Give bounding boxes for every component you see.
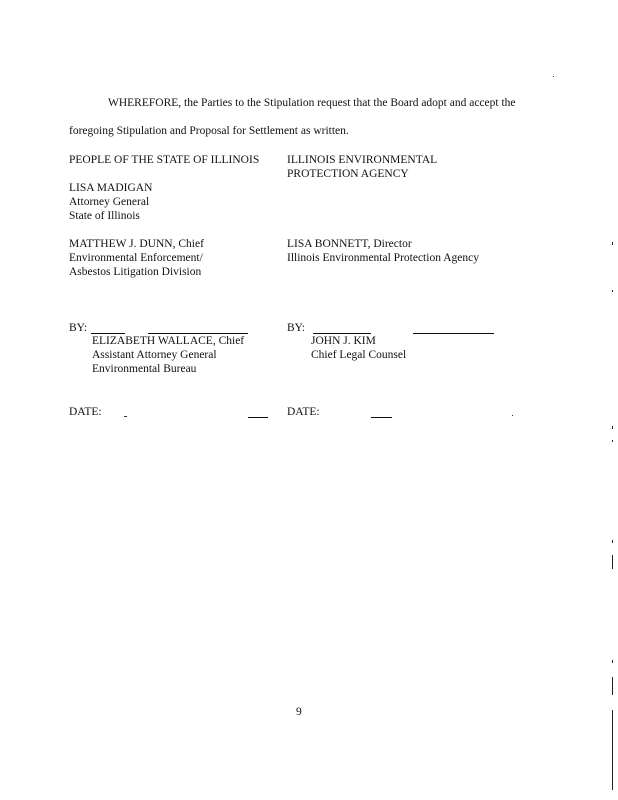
- left-official-title: Attorney General: [69, 196, 150, 208]
- page-number: 9: [296, 706, 302, 718]
- left-signer-bureau: Environmental Bureau: [92, 363, 197, 375]
- left-signer-title: Assistant Attorney General: [92, 349, 217, 361]
- right-director-org: Illinois Environmental Protection Agency: [287, 252, 479, 264]
- right-director-name: LISA BONNETT, Director: [287, 238, 412, 250]
- right-signature-line-b: [413, 333, 494, 334]
- left-by-label: BY:: [69, 322, 88, 334]
- margin-mark: [612, 426, 613, 429]
- left-date-mark: [124, 416, 127, 417]
- margin-mark: [612, 290, 613, 292]
- margin-mark: [612, 660, 613, 663]
- scan-speck: [512, 415, 513, 416]
- body-text-line-1: WHEREFORE, the Parties to the Stipulation request that the Board adopt and accept the: [108, 97, 516, 109]
- right-signer-name: JOHN J. KIM: [311, 335, 376, 347]
- scan-speck: [553, 76, 554, 77]
- margin-mark: [612, 440, 613, 442]
- left-chief-name: MATTHEW J. DUNN, Chief: [69, 238, 204, 250]
- left-signer-name: ELIZABETH WALLACE, Chief: [92, 335, 245, 347]
- right-date-line: [371, 417, 392, 418]
- right-by-label: BY:: [287, 322, 306, 334]
- left-official-name: LISA MADIGAN: [69, 182, 153, 194]
- left-official-org: State of Illinois: [69, 210, 140, 222]
- margin-mark: [612, 242, 613, 245]
- body-text-line-2: foregoing Stipulation and Proposal for Settlement as written.: [69, 125, 349, 137]
- left-party-name: PEOPLE OF THE STATE OF ILLINOIS: [69, 154, 260, 166]
- left-date-label: DATE:: [69, 406, 102, 418]
- left-chief-division-line-2: Asbestos Litigation Division: [69, 266, 202, 278]
- margin-mark: [612, 710, 613, 790]
- margin-mark: [612, 677, 613, 695]
- right-signer-title: Chief Legal Counsel: [311, 349, 407, 361]
- margin-mark: [612, 540, 613, 543]
- left-date-line: [248, 417, 268, 418]
- left-chief-division-line-1: Environmental Enforcement/: [69, 252, 203, 264]
- right-date-label: DATE:: [287, 406, 320, 418]
- right-party-name-line-1: ILLINOIS ENVIRONMENTAL: [287, 154, 438, 166]
- right-party-name-line-2: PROTECTION AGENCY: [287, 168, 409, 180]
- margin-mark: [612, 555, 613, 569]
